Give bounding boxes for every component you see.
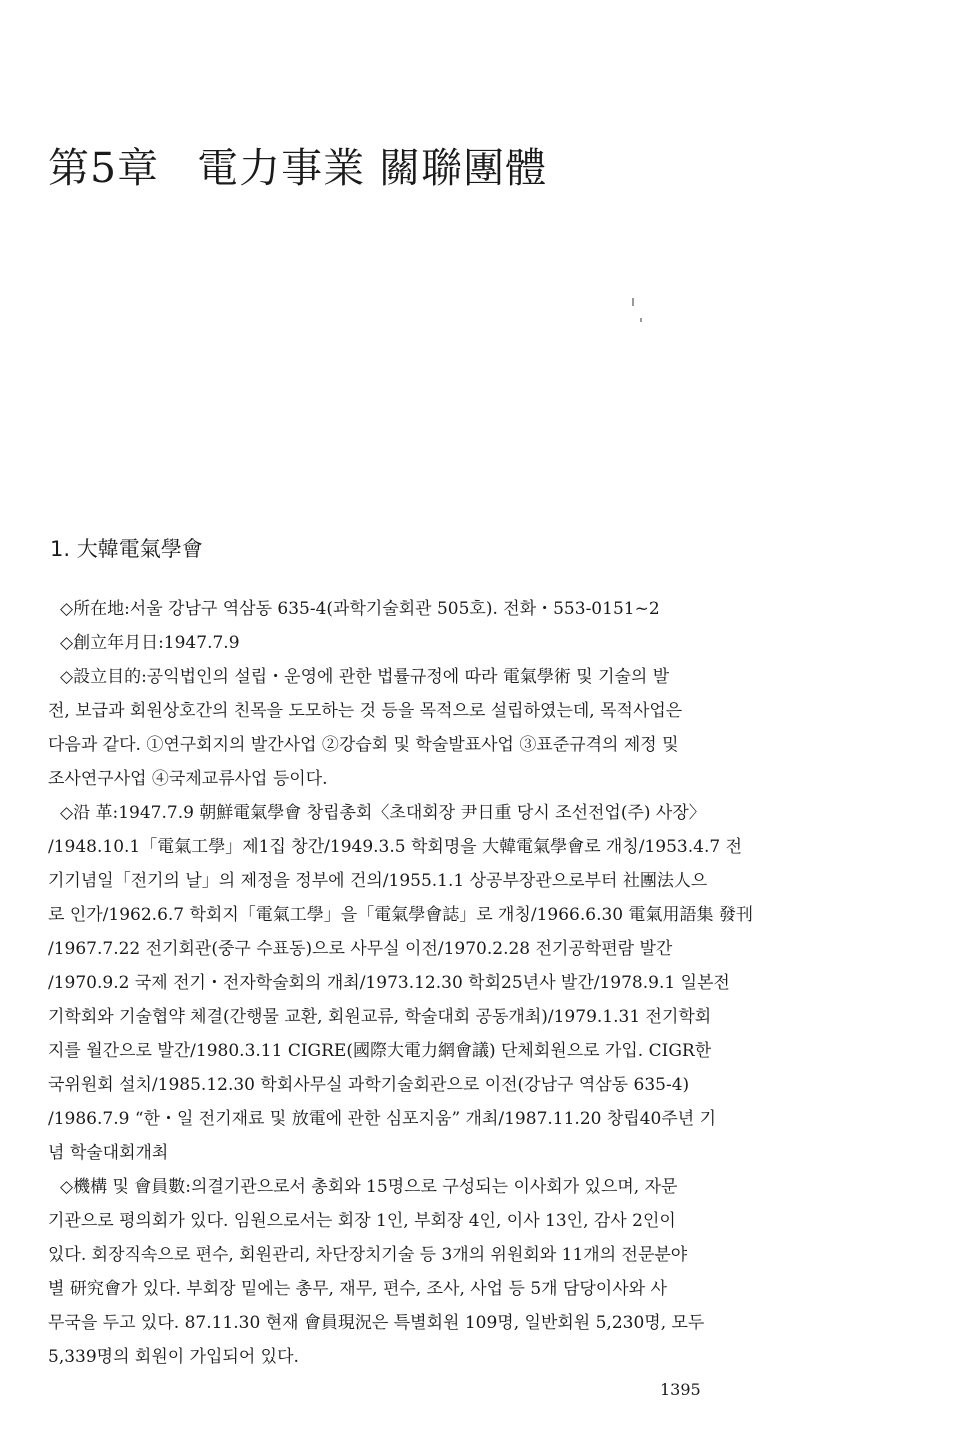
section-heading: 1. 大韓電氣學會 <box>50 537 203 561</box>
text-line: 무국을 두고 있다. 87.11.30 현재 會員現況은 특별회원 109명, 일반회원 5,230명, 모두 <box>48 1313 705 1333</box>
text-line: 있다. 회장직속으로 편수, 회원관리, 차단장치기술 등 3개의 위원회와 11개의 전문분야 <box>48 1245 688 1265</box>
chapter-number: 第5章 <box>48 144 160 192</box>
text-line: 국위원회 설치/1985.12.30 학회사무실 과학기술회관으로 이전(강남구 역삼동 635-4) <box>48 1075 690 1095</box>
chapter-title <box>48 135 547 194</box>
page-number: 1395 <box>660 1380 701 1399</box>
text-line: /1948.10.1「電氣工學」제1집 창간/1949.3.5 학회명을 大韓電氣學會로 개칭/1953.4.7 전 <box>48 837 743 857</box>
text-line: 기관으로 평의회가 있다. 임원으로서는 회장 1인, 부회장 4인, 이사 13인, 감사 2인이 <box>48 1211 676 1231</box>
text-line: /1970.9.2 국제 전기・전자학술회의 개최/1973.12.30 학회25년사 발간/1978.9.1 일본전 <box>48 973 730 993</box>
text-line: 념 학술대회개최 <box>48 1143 169 1163</box>
text-line: 지를 월간으로 발간/1980.3.11 CIGRE(國際大電力網會議) 단체회원으로 가입. CIGR한 <box>48 1041 712 1061</box>
text-line: 로 인가/1962.6.7 학회지「電氣工學」을「電氣學會誌」로 개칭/1966.6.30 電氣用語集 發刊 <box>48 905 753 925</box>
text-line: 다음과 같다. ①연구회지의 발간사업 ②강습회 및 학술발표사업 ③표준규격의 제정 및 <box>48 735 679 755</box>
text-line: 기학회와 기술협약 체결(간행물 교환, 회원교류, 학술대회 공동개최)/1979.1.31 전기학회 <box>48 1007 712 1027</box>
text-line: ◇沿 革:1947.7.9 朝鮮電氣學會 창립총회〈초대회장 尹日重 당시 조선전업(주) 사장〉 <box>60 803 706 823</box>
text-line: /1967.7.22 전기회관(중구 수표동)으로 사무실 이전/1970.2.28 전기공학편람 발간 <box>48 939 673 959</box>
scan-speck <box>640 318 642 322</box>
text-line: 별 研究會가 있다. 부회장 밑에는 총무, 재무, 편수, 조사, 사업 등 5개 담당이사와 사 <box>48 1279 667 1299</box>
text-line: /1986.7.9 “한・일 전기재료 및 放電에 관한 심포지움” 개최/1987.11.20 창립40주년 기 <box>48 1109 717 1129</box>
text-line: 전, 보급과 회원상호간의 친목을 도모하는 것 등을 목적으로 설립하였는데, 목적사업은 <box>48 701 683 721</box>
text-line: 5,339명의 회원이 가입되어 있다. <box>48 1347 299 1367</box>
text-line: ◇機構 및 會員數:의결기관으로서 총회와 15명으로 구성되는 이사회가 있으며, 자문 <box>60 1177 678 1197</box>
chapter-name: 電力事業 關聯團體 <box>197 144 548 192</box>
text-line: ◇所在地:서울 강남구 역삼동 635-4(과학기술회관 505호). 전화・553-0151~2 <box>60 599 660 619</box>
text-line: ◇創立年月日:1947.7.9 <box>60 633 240 653</box>
text-line: ◇設立目的:공익법인의 설립・운영에 관한 법률규정에 따라 電氣學術 및 기술의 발 <box>60 667 670 687</box>
scan-speck <box>632 298 634 306</box>
body-text <box>48 592 753 1374</box>
text-line: 기기념일「전기의 날」의 제정을 정부에 건의/1955.1.1 상공부장관으로부터 社團法人으 <box>48 871 708 891</box>
text-line: 조사연구사업 ④국제교류사업 등이다. <box>48 769 328 789</box>
